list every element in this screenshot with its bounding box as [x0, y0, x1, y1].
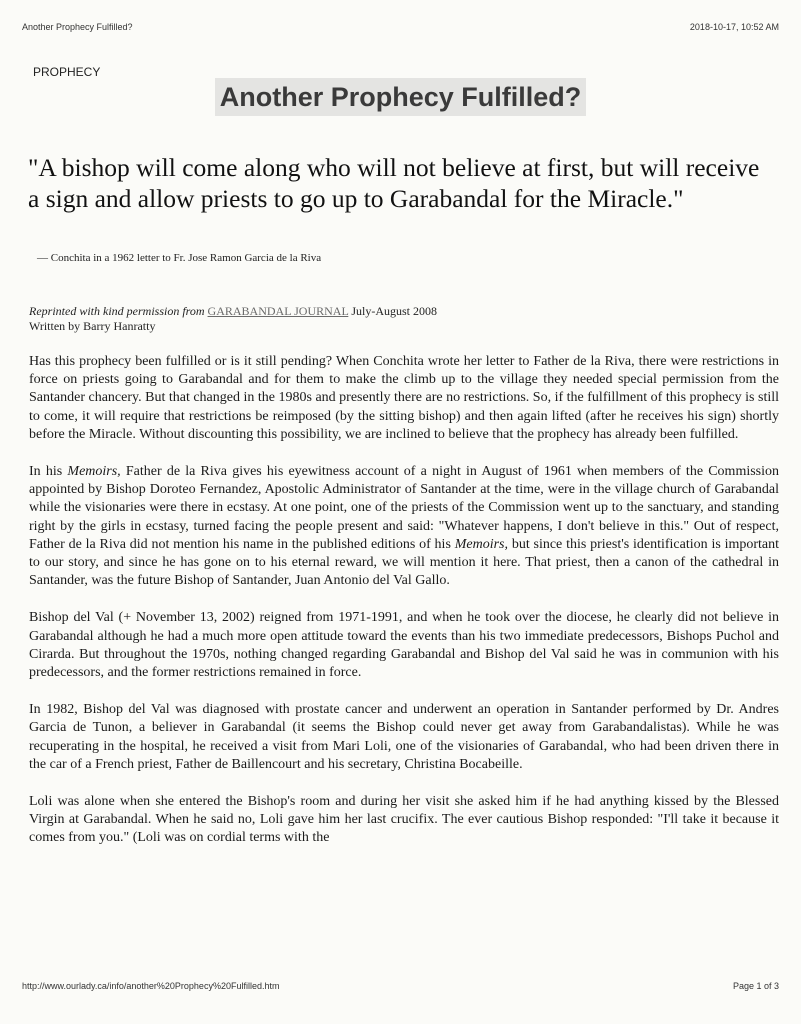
source-link[interactable]: GARABANDAL JOURNAL [207, 304, 349, 318]
reprint-prefix: Reprinted with kind permission from [29, 304, 205, 318]
p2-text-b: Father de la Riva gives his eyewitness account of a night in August of 1961 when members of the Commission appointed by Bishop Doroteo Fernandez, Apostolic Administrator of Santander at the time, were in the village church of Garabandal while the visionaries were there in ecstasy. At one point, one of the priests of the Commission went up to the sanctuary, and standing right by the girls in ecstasy, turned facing the people present and said: "Whatever happens, I don't believe in this." Out of respect, Father de la Riva did not mention his name in the published editions of his [29, 464, 780, 552]
section-label: PROPHECY [33, 65, 101, 79]
reprint-issue: July-August 2008 [351, 304, 437, 318]
paragraph-5: Loli was alone when she entered the Bishop's room and during her visit she asked him if he had anything kissed by the Blessed Virgin at Garabandal. When he said no, Loli gave him her last crucifix. The ever cautious Bishop responded: "I'll take it because it comes from you." (Loli was on cordial terms with the [29, 794, 779, 846]
paragraph-1: Has this prophecy been fulfilled or is it still pending? When Conchita wrote her letter to Father de la Riva, there were restrictions in force on priests going to Garabandal and for them to make the climb up to the village they needed special permission from the Santander chancery. But that changed in the 1980s and presently there are no restrictions. So, if the fulfillment of this prophecy is still to come, it will require that restrictions be reimposed (by the sitting bishop) and then again lifted (after he receives his sign) shortly before the Miracle. Without discounting this possibility, we are inclined to believe that the prophecy has already been fulfilled. [29, 354, 779, 442]
p2-text-a: In his [29, 464, 63, 480]
reprint-notice [29, 304, 437, 334]
article-body [29, 353, 779, 867]
article-title: Another Prophecy Fulfilled? [215, 78, 587, 116]
paragraph-2 [29, 463, 779, 590]
quote-attribution: — Conchita in a 1962 letter to Fr. Jose Ramon Garcia de la Riva [37, 252, 322, 264]
p2-memoirs-1: Memoirs, [67, 464, 121, 480]
print-header-datetime: 2018-10-17, 10:52 AM [689, 22, 779, 32]
reprint-line [29, 304, 437, 319]
print-header-title: Another Prophecy Fulfilled? [22, 22, 133, 32]
prophecy-quote: "A bishop will come along who will not believe at first, but will receive a sign and allow priests to go up to Garabandal for the Miracle." [28, 153, 760, 213]
author-line: Written by Barry Hanratty [29, 319, 156, 333]
paragraph-3: Bishop del Val (+ November 13, 2002) reigned from 1971-1991, and when he took over the diocese, he clearly did not believe in Garabandal although he had a much more open attitude toward the events than his two immediate predecessors, Bishops Puchol and Cirarda. But throughout the 1970s, nothing changed regarding Garabandal and Bishop del Val said he was in communion with his predecessors, and the former restrictions remained in force. [29, 610, 779, 681]
paragraph-4: In 1982, Bishop del Val was diagnosed with prostate cancer and underwent an operation in Santander performed by Dr. Andres Garcia de Tunon, a believer in Garabandal (it seems the Bishop could never get away from Garabandalistas). While he was recuperating in the hospital, he received a visit from Mari Loli, one of the visionaries of Garabandal, who had been driven there in the car of a French priest, Father de Baillencourt and his secretary, Christina Bocabeille. [29, 702, 779, 772]
p2-memoirs-2: Memoirs, [454, 536, 508, 552]
p2-text-c: but since this priest's identification is important to our story, and since he has gone on to his eternal reward, we will mention it here. That priest, then a canon of the cathedral in Santander, was the future Bishop of Santander, Juan Antonio del Val Gallo. [29, 536, 780, 589]
article-title-wrap [0, 78, 801, 116]
print-footer-url: http://www.ourlady.ca/info/another%20Prophecy%20Fulfilled.htm [22, 981, 280, 991]
print-footer-page: Page 1 of 3 [732, 981, 779, 991]
